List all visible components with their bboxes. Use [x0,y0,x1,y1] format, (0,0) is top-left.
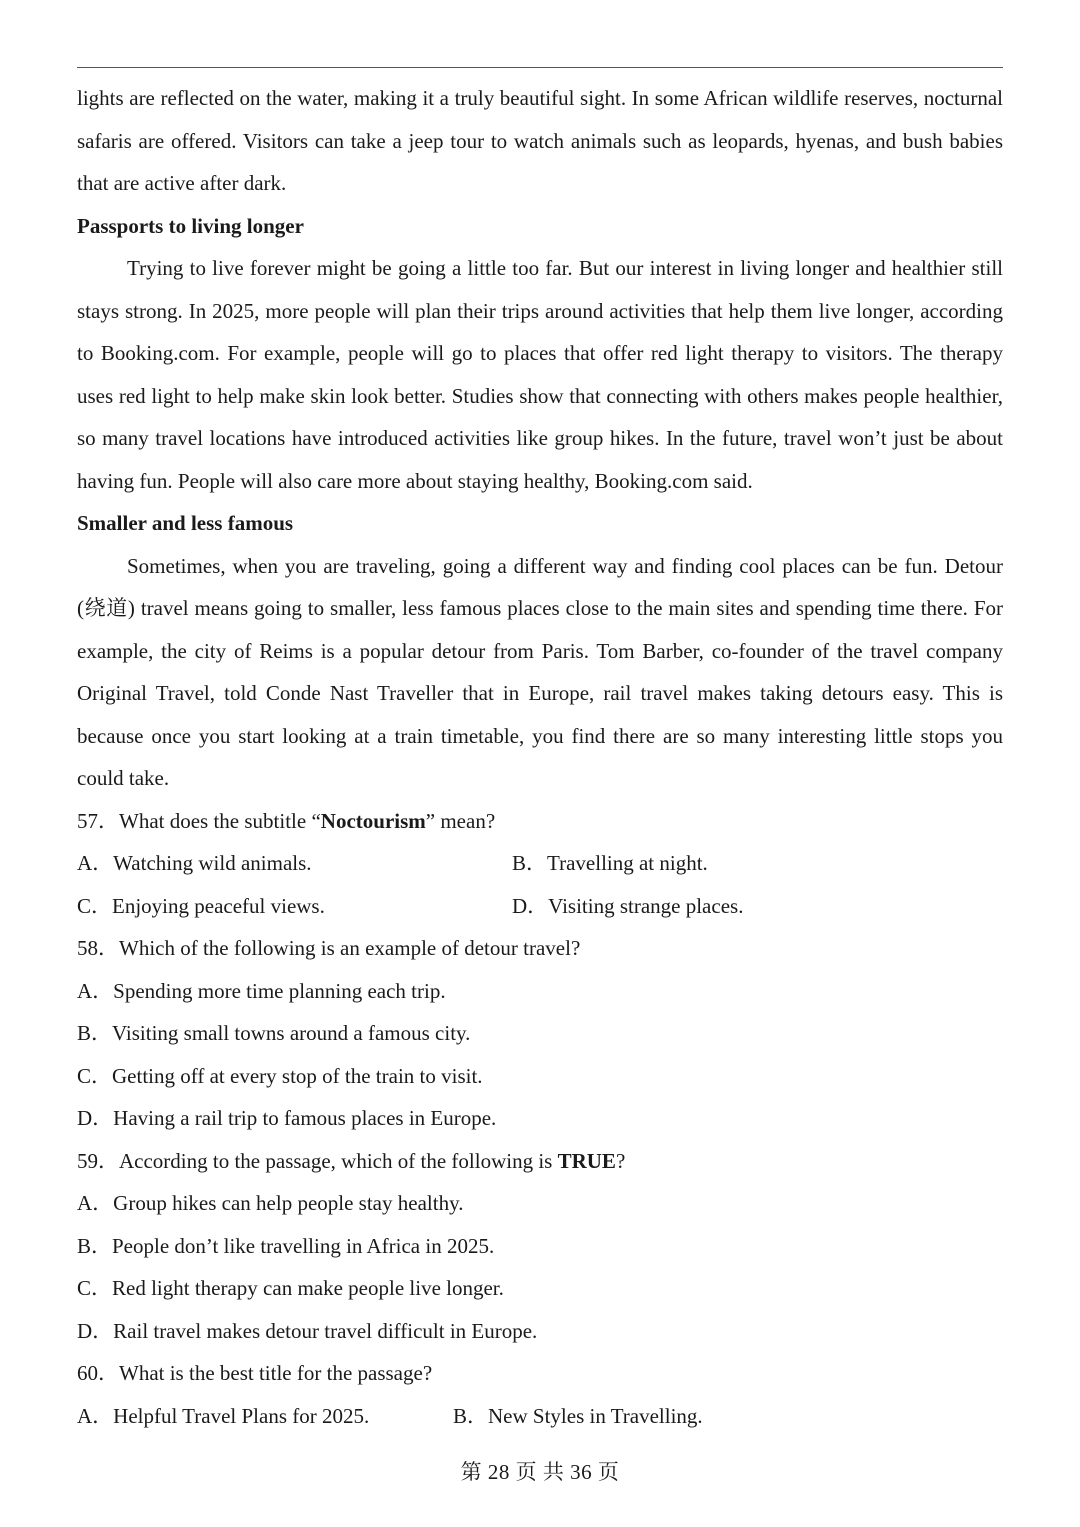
question-58-option-b: B．Visiting small towns around a famous city. [77,1021,471,1045]
question-59-option-a: A．Group hikes can help people stay healthy. [77,1191,464,1215]
question-60-option-b: B．New Styles in Travelling. [453,1403,703,1428]
question-59-option-c: C．Red light therapy can make people live longer. [77,1276,504,1300]
paragraph-living-longer: Trying to live forever might be going a little too far. But our interest in living longer and healthier still stays strong. In 2025, more people will plan their trips around activities that help them live longer, according to Booking.com. For example, people will go to places that offer red light therapy to visitors. The therapy uses red light to help make skin look better. Studies show that connecting with others makes people healthier, so many travel locations have introduced activities like group hikes. In the future, travel won’t just be about having fun. People will also care more about staying healthy, Booking.com said. [77,256,1003,493]
question-57-option-b: B．Travelling at night. [512,851,708,875]
question-58-stem: 58．Which of the following is an example of detour travel? [77,936,581,960]
question-57-stem-after: ” mean? [425,808,496,833]
question-59-option-b: B．People don’t like travelling in Africa in 2025. [77,1233,495,1258]
question-59-stem-before: 59．According to the passage, which of the following is [77,1148,558,1173]
question-57-option-d: D．Visiting strange places. [512,893,744,918]
question-59-stem [77,1140,1003,1183]
top-divider [77,67,1003,68]
question-59-stem-bold: TRUE [557,1148,616,1173]
question-58-option-c: C．Getting off at every stop of the train to visit. [77,1063,483,1088]
heading-smaller-less-famous: Smaller and less famous [77,511,294,535]
paragraph-smaller-less-famous: Sometimes, when you are traveling, going a different way and finding cool places can be fun. Detour (绕道) travel means going to smaller, less famous places close to the main sites and spending time there. For example, the city of Reims is a popular detour from Paris. Tom Barber, co-founder of the travel company Original Travel, told Conde Nast Traveller that in Europe, rail travel makes taking detours easy. This is because once you start looking at a train timetable, you find there are so many interesting little stops you could take. [77,553,1003,790]
heading-living-longer: Passports to living longer [77,213,304,238]
question-60-stem: 60．What is the best title for the passage? [77,1361,433,1385]
question-57-stem [77,800,1003,843]
page-content [77,77,1003,1437]
question-57-options-row-2 [77,885,1003,928]
page-number-footer: 第 28 页 共 36 页 [460,1460,620,1484]
question-59-option-d: D．Rail travel makes detour travel difficult in Europe. [77,1318,538,1343]
question-58-option-a: A．Spending more time planning each trip. [77,978,446,1003]
question-57-option-a: A．Watching wild animals. [77,851,312,875]
question-59-stem-after: ? [615,1148,626,1173]
question-60-options-row-1 [77,1395,1003,1438]
question-57-stem-bold: Noctourism [320,808,426,833]
question-60-option-a: A．Helpful Travel Plans for 2025. [77,1403,370,1428]
question-57-stem-before: 57．What does the subtitle “ [77,808,321,833]
question-57-option-c: C．Enjoying peaceful views. [77,893,325,918]
question-57-options-row-1 [77,842,1003,885]
question-58-option-d: D．Having a rail trip to famous places in Europe. [77,1106,497,1130]
paragraph-noctourism-tail: lights are reflected on the water, making it a truly beautiful sight. In some African wildlife reserves, nocturnal safaris are offered. Visitors can take a jeep tour to watch animals such as leopards, hyenas, and bush babies that are active after dark. [77,86,1003,195]
